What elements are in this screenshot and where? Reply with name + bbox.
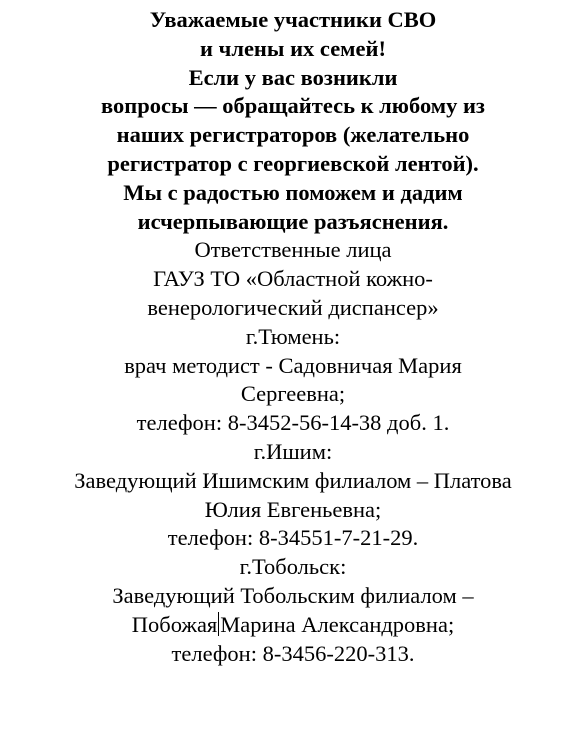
contact-person-tobolsk[interactable] (0, 611, 586, 640)
city-tyumen: г.Тюмень: (245, 323, 341, 349)
contact-person-tyumen: врач методист - Садовничая Мария (124, 352, 462, 378)
city-ishim: г.Ишим: (253, 438, 333, 464)
contact-person-ishim: Юлия Евгеньевна; (204, 496, 382, 522)
phone-ishim: телефон: 8-34551-7-21-29. (167, 525, 419, 551)
name-text: Марина Александровна; (220, 611, 455, 637)
appeal-line: наших регистраторов (желательно (116, 122, 470, 148)
appeal-block (0, 6, 586, 236)
phone-tyumen: телефон: 8-3452-56-14-38 доб. 1. (136, 410, 450, 436)
appeal-line: Уважаемые участники СВО (149, 7, 437, 32)
appeal-line: и члены их семей! (200, 35, 386, 61)
city-tobolsk: г.Тобольск: (239, 554, 347, 580)
surname-text: Побожая (131, 611, 218, 637)
appeal-line: регистратор с георгиевской лентой). (107, 150, 479, 176)
organization-name: венерологический диспансер» (147, 294, 439, 320)
phone-tobolsk: телефон: 8-3456-220-313. (171, 640, 415, 666)
appeal-line: исчерпывающие разъяснения. (137, 208, 449, 234)
responsible-heading: Ответственные лица (194, 237, 392, 263)
contact-person-ishim: Заведующий Ишимским филиалом – Платова (74, 467, 512, 493)
appeal-line: Если у вас возникли (188, 64, 398, 90)
organization-name: ГАУЗ ТО «Областной кожно- (153, 266, 433, 292)
document-page (0, 6, 586, 668)
contact-person-tyumen: Сергеевна; (240, 381, 346, 407)
contacts-block (0, 236, 586, 668)
appeal-line: Мы с радостью поможем и дадим (123, 179, 463, 205)
contact-person-tobolsk: Заведующий Тобольским филиалом – (112, 582, 474, 608)
appeal-line: вопросы — обращайтесь к любому из (101, 93, 485, 119)
